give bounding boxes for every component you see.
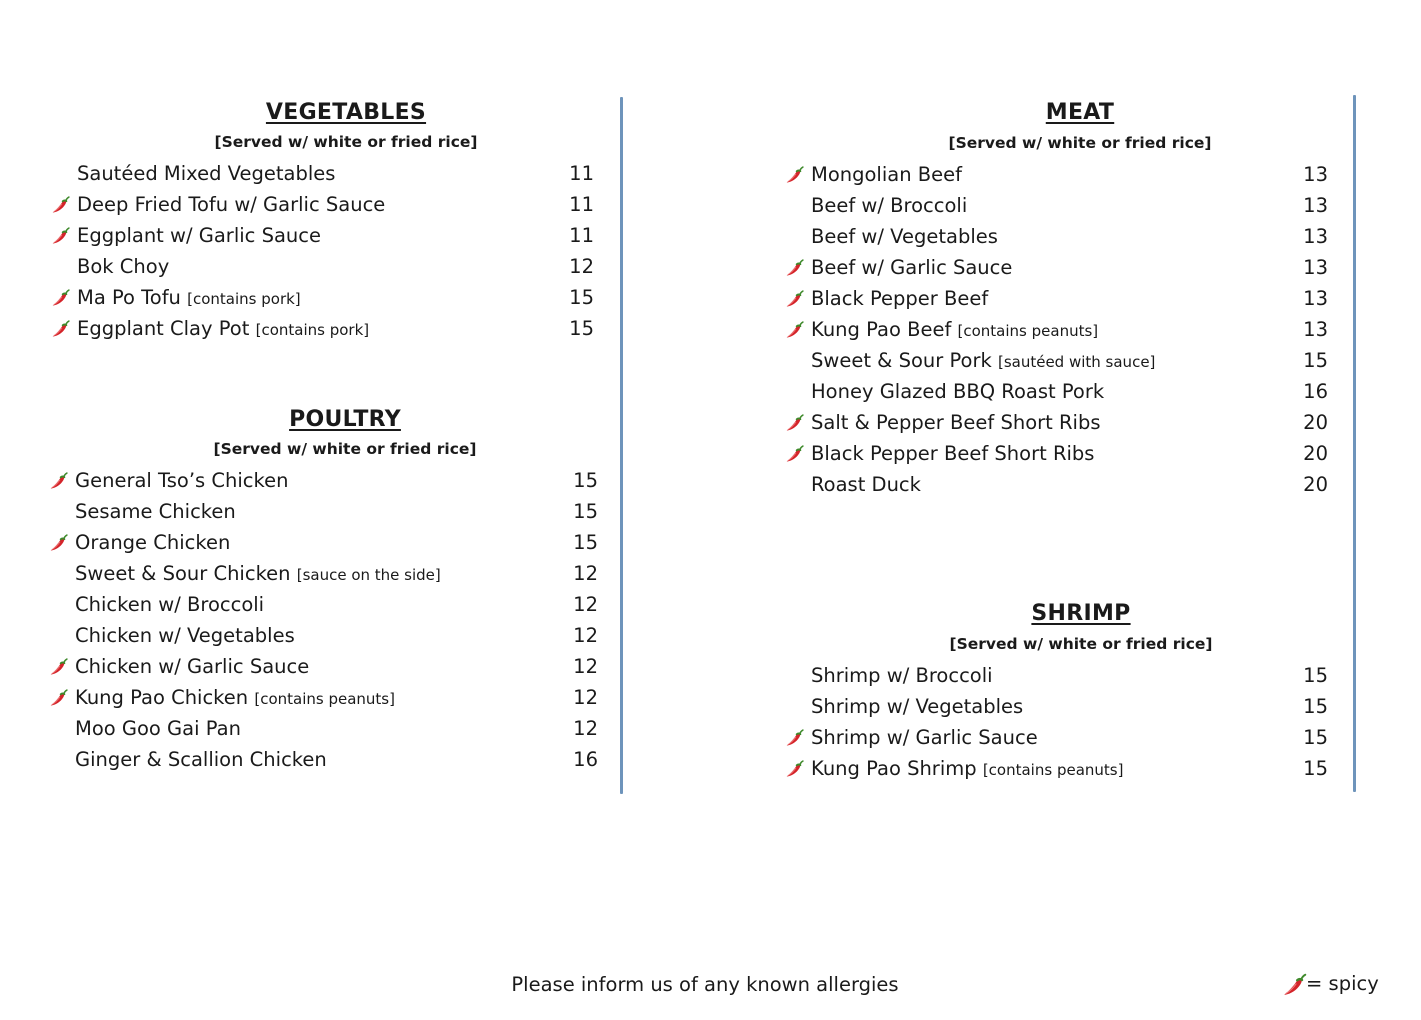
meat-section bbox=[811, 100, 1328, 520]
menu-item-price: 11 bbox=[569, 224, 594, 247]
menu-item-name: Kung Pao Shrimp bbox=[811, 757, 977, 780]
chili-pepper-icon bbox=[785, 757, 805, 777]
menu-item-price: 13 bbox=[1303, 194, 1328, 217]
menu-item-name: Moo Goo Gai Pan bbox=[75, 717, 241, 740]
menu-item-price: 13 bbox=[1303, 318, 1328, 341]
chili-pepper-icon bbox=[785, 318, 805, 338]
menu-item-price: 13 bbox=[1303, 225, 1328, 248]
menu-item-price: 20 bbox=[1303, 411, 1328, 434]
shrimp-title: SHRIMP bbox=[1031, 601, 1131, 626]
chili-pepper-icon bbox=[51, 317, 71, 337]
menu-item-name: Beef w/ Garlic Sauce bbox=[811, 256, 1013, 279]
menu-item-name: Sweet & Sour Pork bbox=[811, 349, 992, 372]
menu-item-price: 12 bbox=[573, 593, 598, 616]
menu-item-name: Eggplant Clay Pot bbox=[77, 317, 250, 340]
menu-item-price: 13 bbox=[1303, 163, 1328, 186]
menu-item-price: 16 bbox=[573, 748, 598, 771]
menu-item-name: Black Pepper Beef Short Ribs bbox=[811, 442, 1095, 465]
menu-item-price: 20 bbox=[1303, 473, 1328, 496]
meat-title: MEAT bbox=[1045, 100, 1115, 125]
chili-pepper-icon bbox=[785, 163, 805, 183]
menu-item-eggplant-w-garlic-sauce bbox=[77, 220, 594, 251]
menu-item-name: Mongolian Beef bbox=[811, 163, 963, 186]
menu-item-ma-po-tofu bbox=[77, 282, 594, 313]
vegetables-subtitle: [Served w/ white or fried rice] bbox=[214, 133, 478, 151]
menu-item-name: Ginger & Scallion Chicken bbox=[75, 748, 327, 771]
menu-item-shrimp-w-garlic-sauce bbox=[811, 722, 1328, 753]
poultry-title: POULTRY bbox=[289, 407, 401, 432]
menu-item-price: 12 bbox=[573, 717, 598, 740]
menu-item-name: Kung Pao Chicken bbox=[75, 686, 249, 709]
menu-item-price: 12 bbox=[569, 255, 594, 278]
menu-item-sesame-chicken bbox=[75, 496, 598, 527]
chili-pepper-icon bbox=[785, 726, 805, 746]
shrimp-list bbox=[811, 660, 1328, 784]
menu-item-kung-pao-shrimp bbox=[811, 753, 1328, 784]
menu-item-price: 16 bbox=[1303, 380, 1328, 403]
allergy-note: Please inform us of any known allergies bbox=[511, 973, 899, 996]
menu-item-name: Eggplant w/ Garlic Sauce bbox=[77, 224, 321, 247]
menu-item-price: 15 bbox=[569, 286, 594, 309]
menu-item-name: Shrimp w/ Garlic Sauce bbox=[811, 726, 1038, 749]
menu-item-price: 12 bbox=[573, 655, 598, 678]
menu-item-chicken-w-garlic-sauce bbox=[75, 651, 598, 682]
menu-item-note: [sauce on the side] bbox=[296, 566, 441, 584]
chili-pepper-icon bbox=[51, 193, 71, 213]
menu-item-orange-chicken bbox=[75, 527, 598, 558]
right-column-divider bbox=[1353, 95, 1356, 792]
menu-item-price: 15 bbox=[569, 317, 594, 340]
menu-item-name: Sautéed Mixed Vegetables bbox=[77, 162, 336, 185]
menu-item-eggplant-clay-pot bbox=[77, 313, 594, 344]
menu-item-name: Orange Chicken bbox=[75, 531, 231, 554]
menu-item-beef-w-garlic-sauce bbox=[811, 252, 1328, 283]
menu-item-bok-choy bbox=[77, 251, 594, 282]
menu-item-note: [contains peanuts] bbox=[957, 322, 1099, 340]
menu-item-name: Honey Glazed BBQ Roast Pork bbox=[811, 380, 1105, 403]
menu-item-deep-fried-tofu-w-garlic-sauce bbox=[77, 189, 594, 220]
menu-item-honey-glazed-bbq-roast-pork bbox=[811, 376, 1328, 407]
chili-pepper-icon bbox=[51, 224, 71, 244]
menu-item-shrimp-w-vegetables bbox=[811, 691, 1328, 722]
vegetables-section bbox=[77, 100, 594, 350]
menu-item-sweet-sour-chicken bbox=[75, 558, 598, 589]
chili-pepper-icon bbox=[785, 411, 805, 431]
menu-item-beef-w-vegetables bbox=[811, 221, 1328, 252]
menu-item-kung-pao-chicken bbox=[75, 682, 598, 713]
menu-item-price: 15 bbox=[573, 469, 598, 492]
menu-item-name: Chicken w/ Vegetables bbox=[75, 624, 295, 647]
menu-item-price: 15 bbox=[573, 531, 598, 554]
menu-item-roast-duck bbox=[811, 469, 1328, 500]
menu-item-name: Deep Fried Tofu w/ Garlic Sauce bbox=[77, 193, 386, 216]
menu-item-price: 15 bbox=[1303, 664, 1328, 687]
menu-item-price: 12 bbox=[573, 562, 598, 585]
menu-item-kung-pao-beef bbox=[811, 314, 1328, 345]
menu-item-note: [contains peanuts] bbox=[982, 761, 1124, 779]
menu-item-salt-pepper-beef-short-ribs bbox=[811, 407, 1328, 438]
menu-item-name: Kung Pao Beef bbox=[811, 318, 952, 341]
menu-item-name: Salt & Pepper Beef Short Ribs bbox=[811, 411, 1101, 434]
menu-item-name: Beef w/ Vegetables bbox=[811, 225, 998, 248]
menu-item-sweet-sour-pork bbox=[811, 345, 1328, 376]
menu-item-price: 13 bbox=[1303, 287, 1328, 310]
menu-item-note: [contains pork] bbox=[255, 321, 370, 339]
menu-item-moo-goo-gai-pan bbox=[75, 713, 598, 744]
menu-item-beef-w-broccoli bbox=[811, 190, 1328, 221]
menu-item-black-pepper-beef bbox=[811, 283, 1328, 314]
menu-item-mongolian-beef bbox=[811, 159, 1328, 190]
menu-item-name: Bok Choy bbox=[77, 255, 170, 278]
menu-item-note: [contains peanuts] bbox=[254, 690, 395, 708]
menu-item-name: Roast Duck bbox=[811, 473, 921, 496]
chili-pepper-icon bbox=[49, 469, 69, 489]
menu-item-general-tso-s-chicken bbox=[75, 465, 598, 496]
menu-item-chicken-w-vegetables bbox=[75, 620, 598, 651]
chili-pepper-icon bbox=[51, 286, 71, 306]
poultry-subtitle: [Served w/ white or fried rice] bbox=[213, 440, 477, 458]
menu-item-name: Beef w/ Broccoli bbox=[811, 194, 968, 217]
menu-item-note: [contains pork] bbox=[187, 290, 301, 308]
menu-item-name: Black Pepper Beef bbox=[811, 287, 989, 310]
chili-pepper-icon bbox=[49, 655, 69, 675]
menu-item-price: 13 bbox=[1303, 256, 1328, 279]
poultry-section bbox=[75, 407, 598, 787]
menu-item-price: 11 bbox=[569, 193, 594, 216]
menu-item-price: 15 bbox=[1303, 695, 1328, 718]
menu-item-ginger-scallion-chicken bbox=[75, 744, 598, 775]
vegetables-title: VEGETABLES bbox=[265, 100, 427, 125]
menu-item-price: 12 bbox=[573, 686, 598, 709]
menu-item-name: Shrimp w/ Vegetables bbox=[811, 695, 1024, 718]
menu-item-shrimp-w-broccoli bbox=[811, 660, 1328, 691]
menu-item-price: 15 bbox=[1303, 757, 1328, 780]
meat-list bbox=[811, 159, 1328, 500]
menu-item-name: Shrimp w/ Broccoli bbox=[811, 664, 993, 687]
menu-item-price: 12 bbox=[573, 624, 598, 647]
meat-subtitle: [Served w/ white or fried rice] bbox=[948, 134, 1212, 152]
chili-pepper-icon bbox=[785, 256, 805, 276]
menu-item-chicken-w-broccoli bbox=[75, 589, 598, 620]
menu-item-price: 20 bbox=[1303, 442, 1328, 465]
menu-item-note: [sautéed with sauce] bbox=[997, 353, 1156, 371]
chili-pepper-icon bbox=[1282, 972, 1308, 998]
shrimp-section bbox=[811, 601, 1328, 801]
menu-item-name: Sweet & Sour Chicken bbox=[75, 562, 291, 585]
menu-item-name: Sesame Chicken bbox=[75, 500, 236, 523]
vegetables-list bbox=[77, 158, 594, 344]
poultry-list bbox=[75, 465, 598, 775]
menu-item-price: 15 bbox=[1303, 349, 1328, 372]
left-column-divider bbox=[620, 97, 623, 794]
menu-item-price: 15 bbox=[573, 500, 598, 523]
chili-pepper-icon bbox=[49, 531, 69, 551]
menu-item-name: Ma Po Tofu bbox=[77, 286, 181, 309]
menu-item-price: 11 bbox=[569, 162, 594, 185]
menu-item-saut-ed-mixed-vegetables bbox=[77, 158, 594, 189]
menu-item-name: Chicken w/ Broccoli bbox=[75, 593, 265, 616]
menu-item-price: 15 bbox=[1303, 726, 1328, 749]
chili-pepper-icon bbox=[49, 686, 69, 706]
menu-item-black-pepper-beef-short-ribs bbox=[811, 438, 1328, 469]
menu-item-name: Chicken w/ Garlic Sauce bbox=[75, 655, 310, 678]
chili-pepper-icon bbox=[785, 287, 805, 307]
shrimp-subtitle: [Served w/ white or fried rice] bbox=[949, 635, 1213, 653]
menu-item-name: General Tso’s Chicken bbox=[75, 469, 289, 492]
chili-pepper-icon bbox=[785, 442, 805, 462]
spicy-legend-text: = spicy bbox=[1306, 972, 1379, 995]
